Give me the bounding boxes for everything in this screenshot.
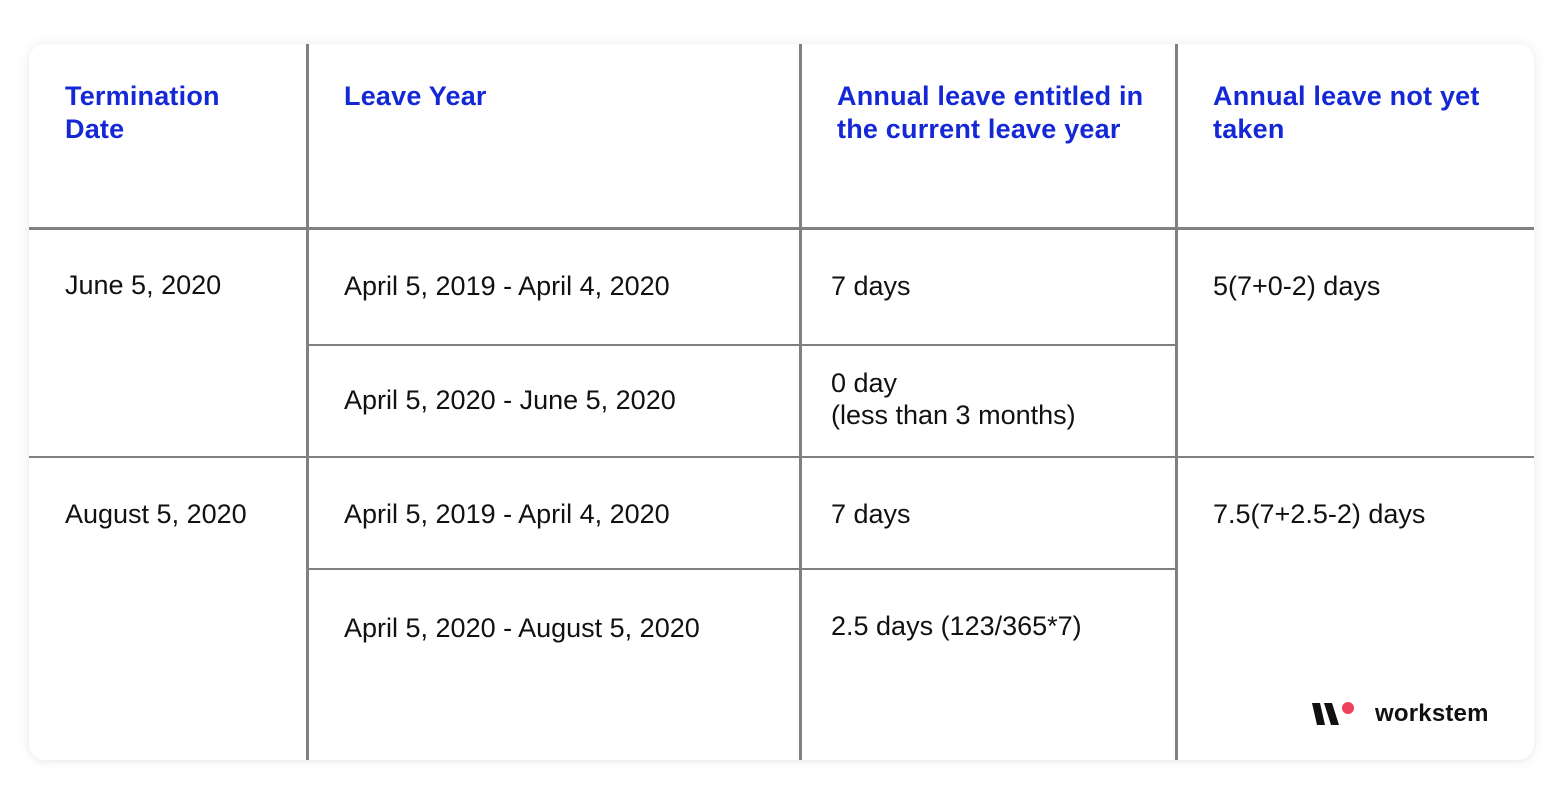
entitled-cell: 7 days (831, 271, 911, 301)
workstem-logo-icon (1311, 700, 1357, 728)
workstem-logo (1311, 698, 1489, 730)
entitled-cell: 0 day (831, 368, 898, 398)
not-taken-cell: 7.5(7+2.5-2) days (1213, 499, 1426, 529)
leave-year-cell: April 5, 2020 - August 5, 2020 (344, 613, 700, 643)
header-annual-leave-not-taken: Annual leave not yet taken (1213, 81, 1480, 144)
column-divider (306, 44, 309, 760)
leave-year-cell: April 5, 2020 - June 5, 2020 (344, 385, 676, 415)
leave-table-card (29, 44, 1534, 760)
brand-name: workstem (1375, 700, 1489, 727)
row-divider (307, 344, 1176, 346)
header-divider (29, 227, 1534, 230)
column-divider (1175, 44, 1178, 760)
column-divider (799, 44, 802, 760)
termination-date-cell: August 5, 2020 (65, 499, 247, 529)
row-divider (307, 568, 1176, 570)
header-termination-date: Termination Date (65, 81, 220, 144)
termination-date-cell: June 5, 2020 (65, 270, 222, 300)
leave-year-cell: April 5, 2019 - April 4, 2020 (344, 271, 670, 301)
entitled-cell: 7 days (831, 499, 911, 529)
group-divider (29, 456, 1534, 458)
entitled-note: (less than 3 months) (831, 400, 1076, 430)
header-annual-leave-entitled: Annual leave entitled in the current leave year (837, 81, 1144, 144)
not-taken-cell: 5(7+0-2) days (1213, 271, 1381, 301)
entitled-cell: 2.5 days (123/365*7) (831, 611, 1082, 641)
leave-year-cell: April 5, 2019 - April 4, 2020 (344, 499, 670, 529)
header-leave-year: Leave Year (344, 81, 487, 111)
